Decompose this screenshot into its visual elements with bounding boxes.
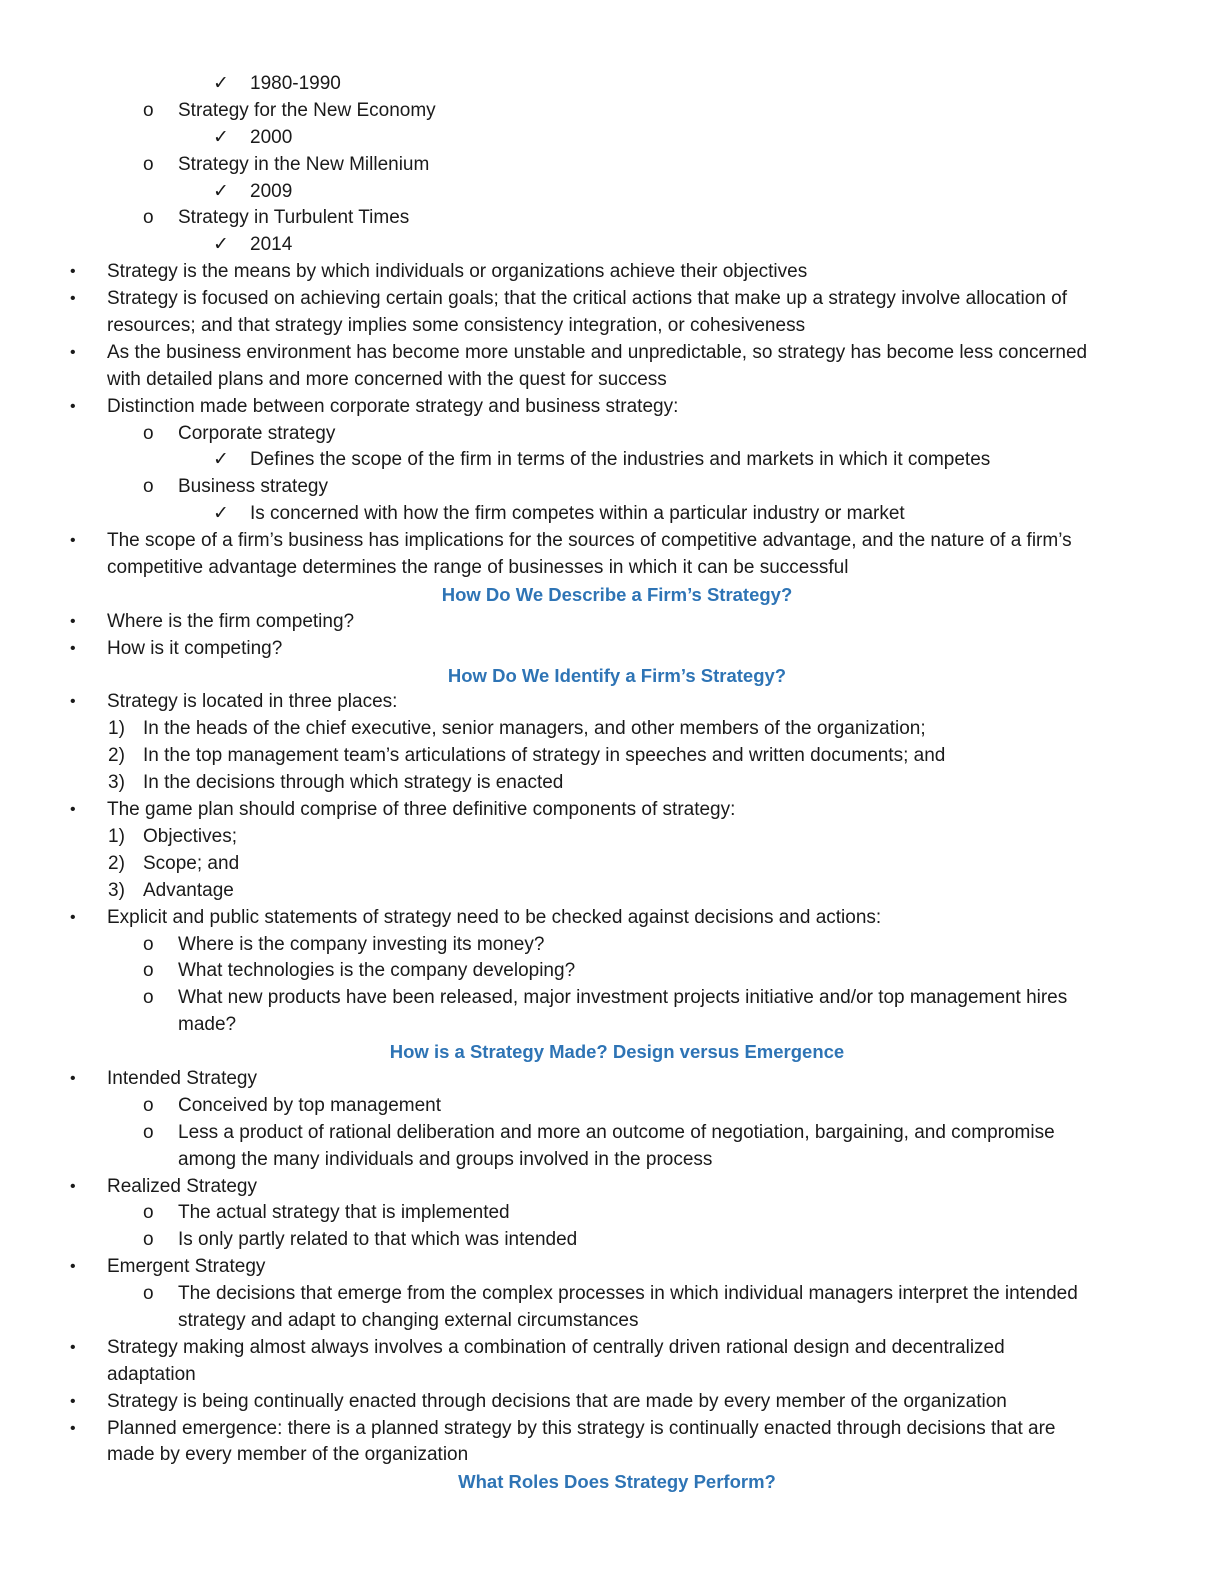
item-text: As the business environment has become more unstable and unpredictable, so strategy has become less concerned — [107, 341, 1088, 363]
section-heading: How Do We Describe a Firm’s Strategy? — [441, 583, 793, 605]
check-item — [0, 501, 1224, 528]
item-text: In the heads of the chief executive, senior managers, and other members of the organization; — [143, 718, 926, 740]
bullet-icon: • — [70, 801, 76, 819]
bullet-icon: • — [70, 343, 76, 361]
item-text: Where is the firm competing? — [107, 610, 355, 632]
item-text: among the many individuals and groups involved in the process — [178, 1148, 713, 1170]
bullet-item — [0, 286, 1224, 313]
item-text: Realized Strategy — [107, 1175, 257, 1197]
bullet-item — [0, 1254, 1224, 1281]
item-text: What technologies is the company developing? — [178, 960, 576, 982]
list-number: 3) — [108, 879, 125, 901]
bullet-icon: • — [70, 532, 76, 550]
sub-item — [0, 1093, 1224, 1120]
item-text: 2000 — [250, 126, 293, 148]
check-item — [0, 447, 1224, 474]
check-item — [0, 232, 1224, 259]
sub-item — [0, 152, 1224, 179]
item-text: The decisions that emerge from the complex processes in which individual managers interpret the intended — [178, 1283, 1078, 1305]
bullet-icon: • — [70, 1177, 76, 1195]
bullet-item — [0, 609, 1224, 636]
item-text: 2009 — [250, 180, 293, 202]
bullet-icon: o — [143, 476, 154, 498]
item-text: Strategy in Turbulent Times — [178, 207, 410, 229]
item-text: Defines the scope of the firm in terms of the industries and markets in which it competes — [250, 449, 991, 471]
check-icon: ✓ — [213, 180, 229, 202]
bullet-item-continuation — [0, 1362, 1224, 1389]
bullet-item — [0, 259, 1224, 286]
item-text: Corporate strategy — [178, 422, 336, 444]
sub-item — [0, 474, 1224, 501]
item-text: Is concerned with how the firm competes within a particular industry or market — [250, 503, 905, 525]
bullet-icon: o — [143, 1283, 154, 1305]
bullet-item — [0, 1066, 1224, 1093]
bullet-item — [0, 689, 1224, 716]
bullet-icon: • — [70, 1258, 76, 1276]
item-text: In the decisions through which strategy is enacted — [143, 772, 564, 794]
item-text: Business strategy — [178, 476, 328, 498]
item-text: with detailed plans and more concerned with the quest for success — [107, 368, 667, 390]
item-text: Planned emergence: there is a planned strategy by this strategy is continually enacted through decisions that are — [107, 1417, 1056, 1439]
sub-item — [0, 1120, 1224, 1147]
item-text: Strategy is the means by which individuals or organizations achieve their objectives — [107, 261, 808, 283]
item-text: resources; and that strategy implies some consistency integration, or cohesiveness — [107, 315, 806, 337]
item-text: The scope of a firm’s business has implications for the sources of competitive advantage, and the nature of a firm’s — [107, 530, 1072, 552]
item-text: strategy and adapt to changing external circumstances — [178, 1309, 639, 1331]
sub-item — [0, 985, 1224, 1012]
item-text: Strategy is located in three places: — [107, 691, 398, 713]
bullet-icon: • — [70, 397, 76, 415]
check-icon: ✓ — [213, 234, 229, 256]
item-text: How is it competing? — [107, 637, 283, 659]
item-text: Distinction made between corporate strategy and business strategy: — [107, 395, 679, 417]
sub-item — [0, 421, 1224, 448]
bullet-item — [0, 1389, 1224, 1416]
section-heading: How is a Strategy Made? Design versus Emergence — [389, 1041, 845, 1063]
bullet-item — [0, 636, 1224, 663]
numbered-item — [0, 851, 1224, 878]
section-heading: How Do We Identify a Firm’s Strategy? — [447, 664, 787, 686]
section-heading: What Roles Does Strategy Perform? — [458, 1471, 776, 1493]
item-text: 2014 — [250, 234, 293, 256]
numbered-item — [0, 716, 1224, 743]
bullet-item — [0, 1174, 1224, 1201]
item-text: The actual strategy that is implemented — [178, 1202, 510, 1224]
bullet-item — [0, 905, 1224, 932]
bullet-icon: • — [70, 1338, 76, 1356]
sub-item — [0, 958, 1224, 985]
bullet-item — [0, 1335, 1224, 1362]
bullet-icon: o — [143, 960, 154, 982]
check-item — [0, 179, 1224, 206]
item-text: made by every member of the organization — [107, 1444, 469, 1466]
bullet-icon: o — [143, 99, 154, 121]
item-text: What new products have been released, major investment projects initiative and/or top management hires — [178, 987, 1068, 1009]
bullet-item — [0, 797, 1224, 824]
item-text: Is only partly related to that which was intended — [178, 1229, 578, 1251]
item-text: The game plan should comprise of three definitive components of strategy: — [107, 799, 736, 821]
item-text: Where is the company investing its money? — [178, 933, 545, 955]
numbered-item — [0, 878, 1224, 905]
sub-item — [0, 1200, 1224, 1227]
bullet-icon: • — [70, 1419, 76, 1437]
bullet-icon: o — [143, 933, 154, 955]
bullet-icon: o — [143, 1202, 154, 1224]
bullet-icon: o — [143, 1121, 154, 1143]
bullet-item — [0, 528, 1224, 555]
item-text: made? — [178, 1014, 237, 1036]
bullet-icon: o — [143, 987, 154, 1009]
check-icon: ✓ — [213, 126, 229, 148]
numbered-item — [0, 743, 1224, 770]
item-text: 1980-1990 — [250, 73, 341, 94]
list-number: 1) — [108, 825, 125, 847]
sub-item — [0, 205, 1224, 232]
list-number: 3) — [108, 772, 125, 794]
item-text: Explicit and public statements of strategy need to be checked against decisions and actions: — [107, 906, 882, 928]
item-text: Objectives; — [143, 825, 237, 847]
check-icon: ✓ — [213, 503, 229, 525]
item-text: Strategy is being continually enacted through decisions that are made by every member of the organization — [107, 1390, 1007, 1412]
bullet-item-continuation — [0, 1442, 1224, 1469]
bullet-item — [0, 340, 1224, 367]
bullet-icon: • — [70, 639, 76, 657]
list-number: 2) — [108, 852, 125, 874]
bullet-item — [0, 394, 1224, 421]
bullet-icon: o — [143, 422, 154, 444]
item-text: Conceived by top management — [178, 1094, 441, 1116]
item-text: Strategy in the New Millenium — [178, 153, 430, 175]
bullet-icon: o — [143, 1229, 154, 1251]
sub-item — [0, 98, 1224, 125]
bullet-icon: o — [143, 1094, 154, 1116]
bullet-icon: • — [70, 1069, 76, 1087]
bullet-icon: • — [70, 263, 76, 281]
numbered-item — [0, 770, 1224, 797]
item-text: adaptation — [107, 1363, 196, 1385]
bullet-item-continuation — [0, 313, 1224, 340]
item-text: Emergent Strategy — [107, 1256, 266, 1278]
bullet-item — [0, 1416, 1224, 1443]
item-text: Strategy making almost always involves a combination of centrally driven rational design and decentralized — [107, 1336, 1005, 1358]
item-text: Less a product of rational deliberation and more an outcome of negotiation, bargaining, and compromise — [178, 1121, 1055, 1143]
document-body — [0, 71, 1224, 1496]
item-text: In the top management team’s articulations of strategy in speeches and written documents; and — [143, 745, 946, 767]
list-number: 2) — [108, 745, 125, 767]
item-text: Intended Strategy — [107, 1067, 257, 1089]
bullet-icon: • — [70, 1392, 76, 1410]
list-number: 1) — [108, 718, 125, 740]
sub-item — [0, 1281, 1224, 1308]
item-text: competitive advantage determines the range of businesses in which it can be successful — [107, 557, 849, 579]
bullet-item-continuation — [0, 367, 1224, 394]
sub-item-continuation — [0, 1308, 1224, 1335]
sub-item — [0, 1227, 1224, 1254]
bullet-icon: • — [70, 612, 76, 630]
numbered-item — [0, 824, 1224, 851]
bullet-icon: • — [70, 290, 76, 308]
sub-item-continuation — [0, 1147, 1224, 1174]
bullet-icon: • — [70, 908, 76, 926]
sub-item-continuation — [0, 1012, 1224, 1039]
bullet-icon: o — [143, 153, 154, 175]
bullet-icon: o — [143, 207, 154, 229]
check-item — [0, 71, 1224, 98]
sub-item — [0, 932, 1224, 959]
item-text: Strategy is focused on achieving certain goals; that the critical actions that make up a strategy involve allocation of — [107, 288, 1068, 310]
check-icon: ✓ — [213, 73, 229, 94]
bullet-icon: • — [70, 693, 76, 711]
item-text: Strategy for the New Economy — [178, 99, 436, 121]
item-text: Scope; and — [143, 852, 240, 874]
check-icon: ✓ — [213, 449, 229, 471]
item-text: Advantage — [143, 879, 234, 901]
bullet-item-continuation — [0, 555, 1224, 582]
check-item — [0, 125, 1224, 152]
